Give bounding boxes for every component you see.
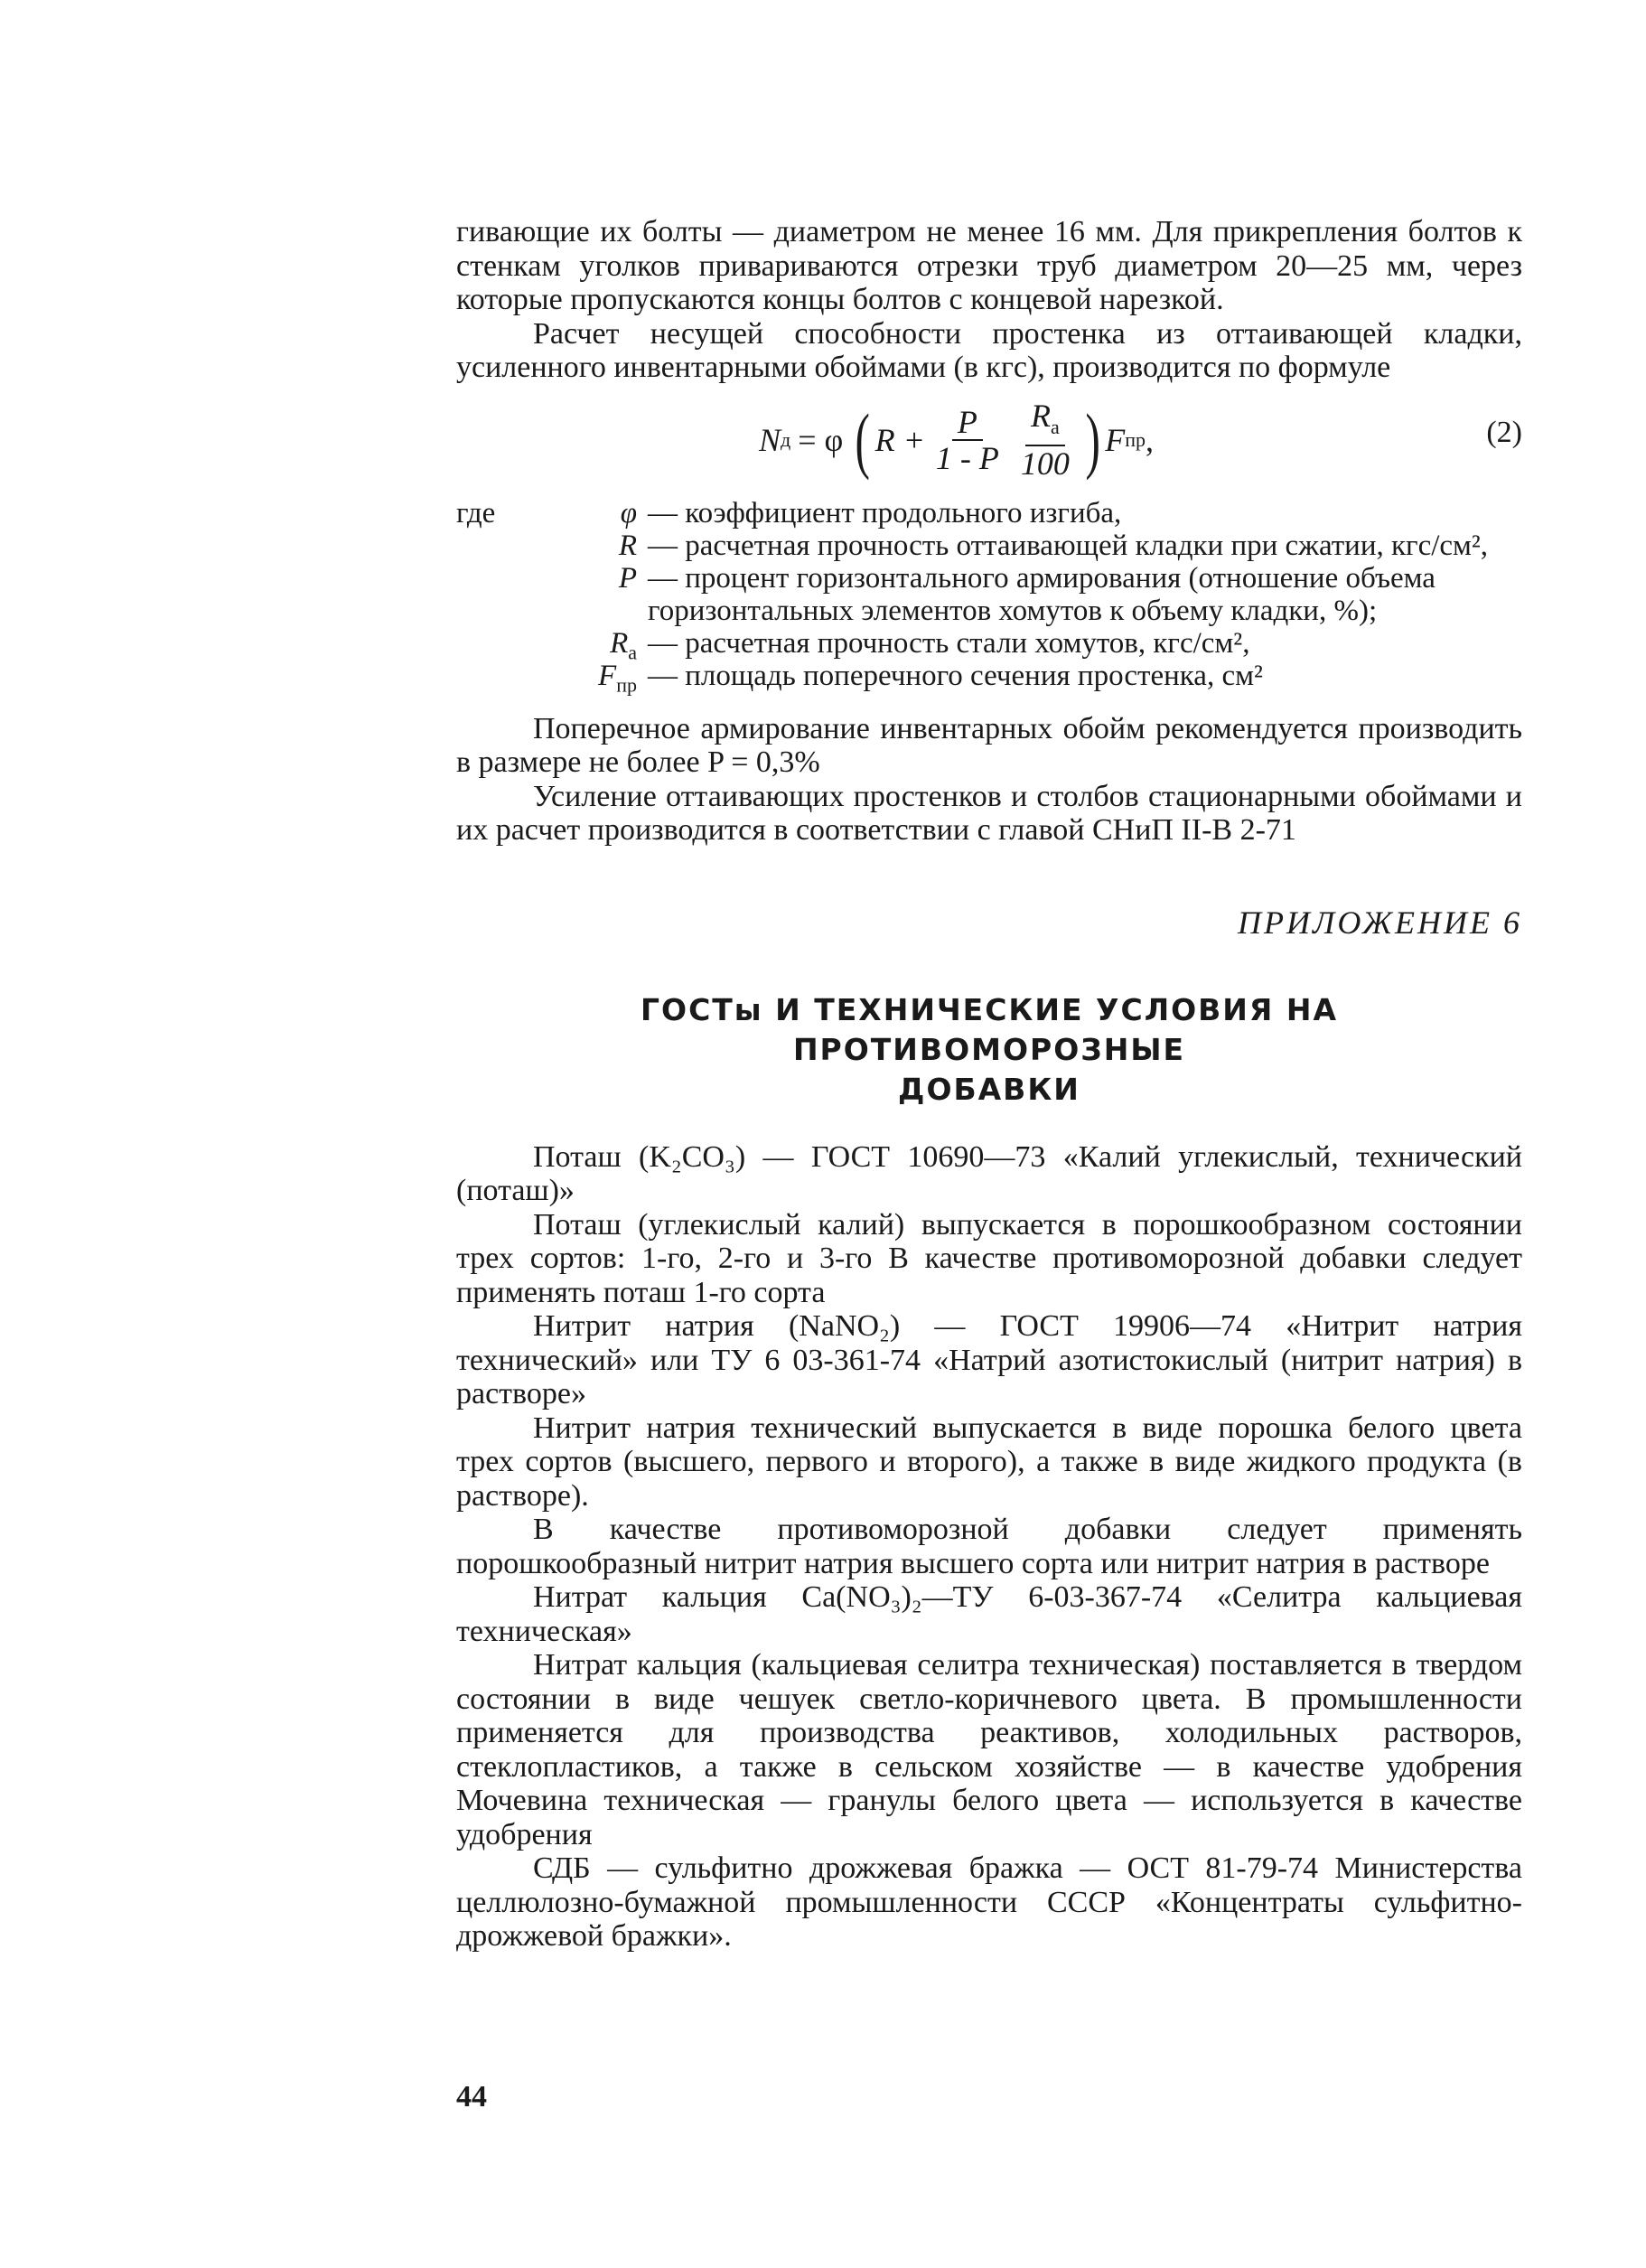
appendix-label: ПРИЛОЖЕНИЕ 6 (1238, 904, 1522, 941)
formula-tail: , (1146, 421, 1154, 458)
paragraph-potash-desc: Поташ (углекислый калий) выпускается в порошкообразном состоянии трех сортов: 1-го, 2-го и 3-го В качестве противоморозной добавки следует применять поташ 1-го сорта (456, 1207, 1522, 1309)
page-number: 44 (456, 2080, 487, 2113)
paragraph-calcium-nitrate-desc: Нитрат кальция (кальциевая селитра техническая) поставляется в твердом состоянии в виде чешуек светло-коричневого цвета. В промышленности применяется для производства реактивов, холодильных растворов, стеклопластиков, а также в сельском хозяйстве — в качестве удобрения Мочевина техническая — гранулы белого цвета — используется в качестве удобрения (456, 1648, 1522, 1851)
definition-item (456, 497, 1522, 530)
paragraph-stationary-frames: Усиление оттаивающих простенков и столбов стационарными обоймами и их расчет производится в соответствии с главой СНиП II-В 2-71 (456, 779, 1522, 847)
formula-r: R + (874, 421, 925, 458)
definition-symbol: P (618, 561, 637, 595)
formula (759, 399, 1154, 481)
fraction-p-den: 1 - P (935, 439, 999, 476)
definition-text: — расчетная прочность оттаивающей кладки при сжатии, кгс/см², (648, 529, 1489, 562)
formula-lhs: N (759, 421, 781, 458)
definitions-where: где (456, 496, 496, 530)
paragraph-nitrite-usage: В качестве противоморозной добавки следует применять порошкообразный нитрит натрия высшего сорта или нитрит натрия в растворе (456, 1513, 1522, 1580)
definition-symbol: $R_а$ (610, 626, 637, 664)
paren-open: ( (855, 398, 871, 481)
paren-close: ) (1085, 398, 1100, 481)
definition-symbol: R (618, 529, 637, 562)
definition-item (456, 659, 1522, 697)
paragraph-potash-gost: Поташ (K₂CO₃) — ГОСТ 10690—73 «Калий углекислый, технический (поташ)» (456, 1139, 1522, 1207)
fraction-ra (1015, 398, 1075, 481)
paragraph-transverse-reinforcement: Поперечное армирование инвентарных обойм рекомендуется производить в размере не более P = 0,3% (456, 711, 1522, 779)
paragraph-sdb: СДБ — сульфитно дрожжевая бражка — ОСТ 81-79-74 Министерства целлюлозно-бумажной промышленности СССР «Концентраты сульфитно-дрожжевой бражки». (456, 1851, 1522, 1953)
section-title-line2: ДОБАВКИ (898, 1071, 1080, 1107)
definition-symbol: $F_{пр}$ (598, 659, 637, 697)
paragraph-bolts: гивающие их болты — диаметром не менее 16 мм. Для прикрепления болтов к стенкам уголков привариваются отрезки труб диаметром 20—25 мм, через которые пропускаются концы болтов с концевой нарезкой. (456, 215, 1522, 316)
definition-text: — площадь поперечного сечения простенка, см² (648, 659, 1263, 692)
definition-text: — процент горизонтального армирования (отношение объема горизонтальных элементов хомутов к объему кладки, %); (648, 561, 1436, 627)
paragraph-calcium-nitrate-tu: Нитрат кальция Ca(NO₃)₂—ТУ 6-03-367-74 «Селитра кальциевая техническая» (456, 1580, 1522, 1648)
section-title-line1: ГОСТы И ТЕХНИЧЕСКИЕ УСЛОВИЯ НА ПРОТИВОМОРОЗНЫЕ (641, 991, 1338, 1067)
formula-f: F (1105, 421, 1126, 458)
fraction-p (931, 405, 1005, 475)
formula-lhs-sub: д (781, 427, 791, 451)
definition-item (456, 562, 1522, 627)
additives-section (456, 1140, 1522, 1954)
formula-eq: = φ (798, 421, 844, 458)
formula-number: (2) (1486, 415, 1522, 449)
definition-item (456, 626, 1522, 664)
paragraph-calculation-intro: Расчет несущей способности простенка из оттаивающей кладки, усиленного инвентарными обоймами (в кгс), производится по формуле (456, 316, 1522, 384)
paragraph-nitrite-desc: Нитрит натрия технический выпускается в виде порошка белого цвета трех сортов (высшего, первого и второго), а также в виде жидкого продукта (в растворе). (456, 1410, 1522, 1513)
fraction-ra-den: 100 (1020, 445, 1070, 483)
fraction-ra-num-sub: a (1051, 416, 1060, 439)
fraction-ra-num-sym: R (1031, 397, 1052, 434)
paragraph-nitrite-gost: Нитрит натрия (NaNO₂) — ГОСТ 19906—74 «Нитрит натрия технический» или ТУ 6 03-361-74 «Натрий азотистокислый (нитрит натрия) в растворе» (456, 1309, 1522, 1410)
fraction-ra-num (1025, 398, 1065, 446)
definition-text: — коэффициент продольного изгиба, (648, 496, 1122, 530)
page-content (456, 215, 1522, 1954)
definition-symbol: φ (620, 496, 637, 530)
definitions-list (456, 496, 1522, 697)
definition-text: — расчетная прочность стали хомутов, кгс/см², (648, 626, 1250, 660)
fraction-p-num: P (952, 405, 983, 441)
formula-block (456, 390, 1522, 490)
section-title (456, 990, 1522, 1110)
formula-f-sub: пр (1125, 427, 1146, 451)
definition-item (456, 530, 1522, 562)
